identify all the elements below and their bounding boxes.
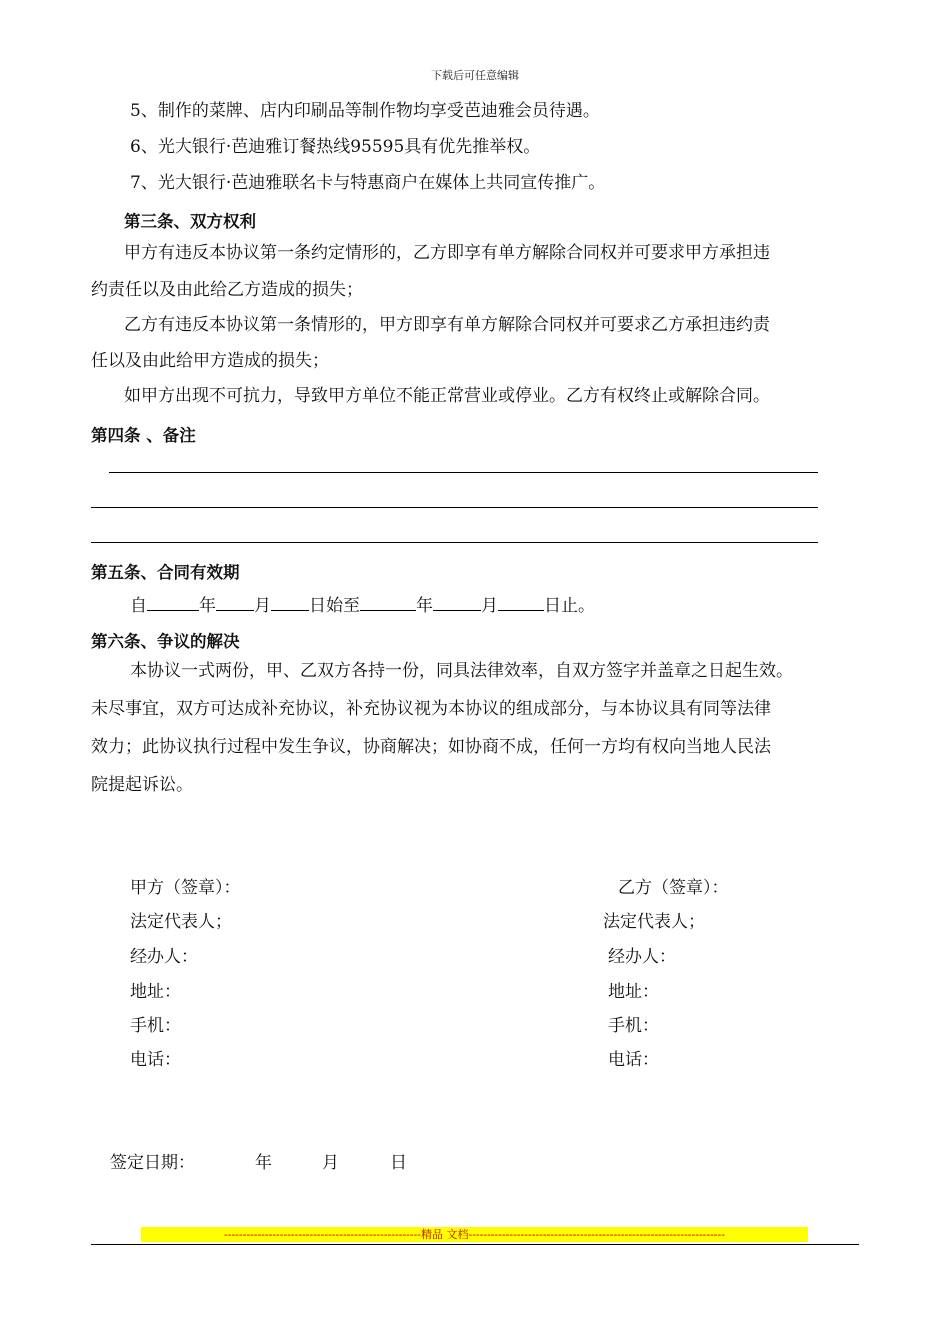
article-6-para: 院提起诉讼。	[91, 775, 193, 795]
party-a-sign: 甲方（签章）：	[130, 878, 241, 898]
page-header: 下载后可任意编辑	[431, 69, 519, 82]
list-item: 7、光大银行·芭迪雅联名卡与特惠商户在媒体上共同宣传推广。	[130, 173, 606, 193]
party-a-agent: 经办人：	[130, 947, 198, 967]
day-start-label: 日始至	[309, 596, 360, 616]
party-a-address: 地址：	[130, 982, 181, 1002]
blank-field	[147, 594, 199, 611]
party-b-rep: 法定代表人；	[603, 912, 705, 932]
blank-field	[498, 594, 544, 611]
blank-field	[360, 594, 416, 611]
article-6-para: 效力；此协议执行过程中发生争议，协商解决；如协商不成，任何一方均有权向当地人民法	[91, 737, 771, 757]
article-6-title: 第六条、争议的解决	[91, 632, 240, 651]
party-b-mobile: 手机：	[608, 1016, 659, 1036]
blank-field	[216, 594, 254, 611]
blank-field	[271, 594, 309, 611]
article-3-para: 如甲方出现不可抗力，导致甲方单位不能正常营业或停业。乙方有权终止或解除合同。	[124, 386, 770, 406]
party-a-rep: 法定代表人；	[130, 912, 232, 932]
article-3-para: 甲方有违反本协议第一条约定情形的，乙方即享有单方解除合同权并可要求甲方承担违	[124, 243, 770, 263]
remark-line	[109, 472, 818, 473]
day-end-label: 日止。	[544, 596, 595, 616]
remark-line	[91, 507, 818, 508]
year-label: 年	[199, 596, 216, 616]
month-label: 月	[481, 596, 498, 616]
article-3-para: 约责任以及由此给乙方造成的损失；	[91, 280, 363, 300]
party-b-agent: 经办人：	[608, 947, 676, 967]
footer-rule	[91, 1244, 859, 1245]
party-a-mobile: 手机：	[130, 1016, 181, 1036]
year-label: 年	[416, 596, 433, 616]
article-4-title: 第四条 、备注	[91, 426, 196, 445]
sign-date-day: 日	[390, 1153, 407, 1173]
blank-field	[433, 594, 481, 611]
month-label: 月	[254, 596, 271, 616]
sign-date-label: 签定日期：	[110, 1153, 195, 1173]
validity-period	[130, 594, 595, 616]
party-b-sign: 乙方（签章）：	[618, 878, 729, 898]
list-item: 5、制作的菜牌、店内印刷品等制作物均享受芭迪雅会员待遇。	[130, 101, 600, 121]
party-a-phone: 电话：	[130, 1050, 181, 1070]
article-3-para: 任以及由此给甲方造成的损失；	[91, 351, 329, 371]
remark-line	[91, 542, 818, 543]
party-b-phone: 电话：	[608, 1050, 659, 1070]
article-3-para: 乙方有违反本协议第一条情形的，甲方即享有单方解除合同权并可要求乙方承担违约责	[124, 315, 770, 335]
article-5-title: 第五条、合同有效期	[91, 563, 240, 582]
sign-date-month: 月	[322, 1153, 339, 1173]
party-b-address: 地址：	[608, 982, 659, 1002]
article-3-title: 第三条、双方权利	[124, 212, 256, 231]
from-label: 自	[130, 596, 147, 616]
sign-date-year: 年	[255, 1153, 272, 1173]
list-item: 6、光大银行·芭迪雅订餐热线95595具有优先推举权。	[130, 137, 541, 157]
article-6-para: 未尽事宜，双方可达成补充协议，补充协议视为本协议的组成部分，与本协议具有同等法律	[91, 699, 771, 719]
footer-banner: -----------------------------------------------------精品 文档---------------------------------------------------------------------	[141, 1227, 808, 1242]
article-6-para: 本协议一式两份，甲、乙双方各持一份，同具法律效率，自双方签字并盖章之日起生效。	[130, 661, 793, 681]
